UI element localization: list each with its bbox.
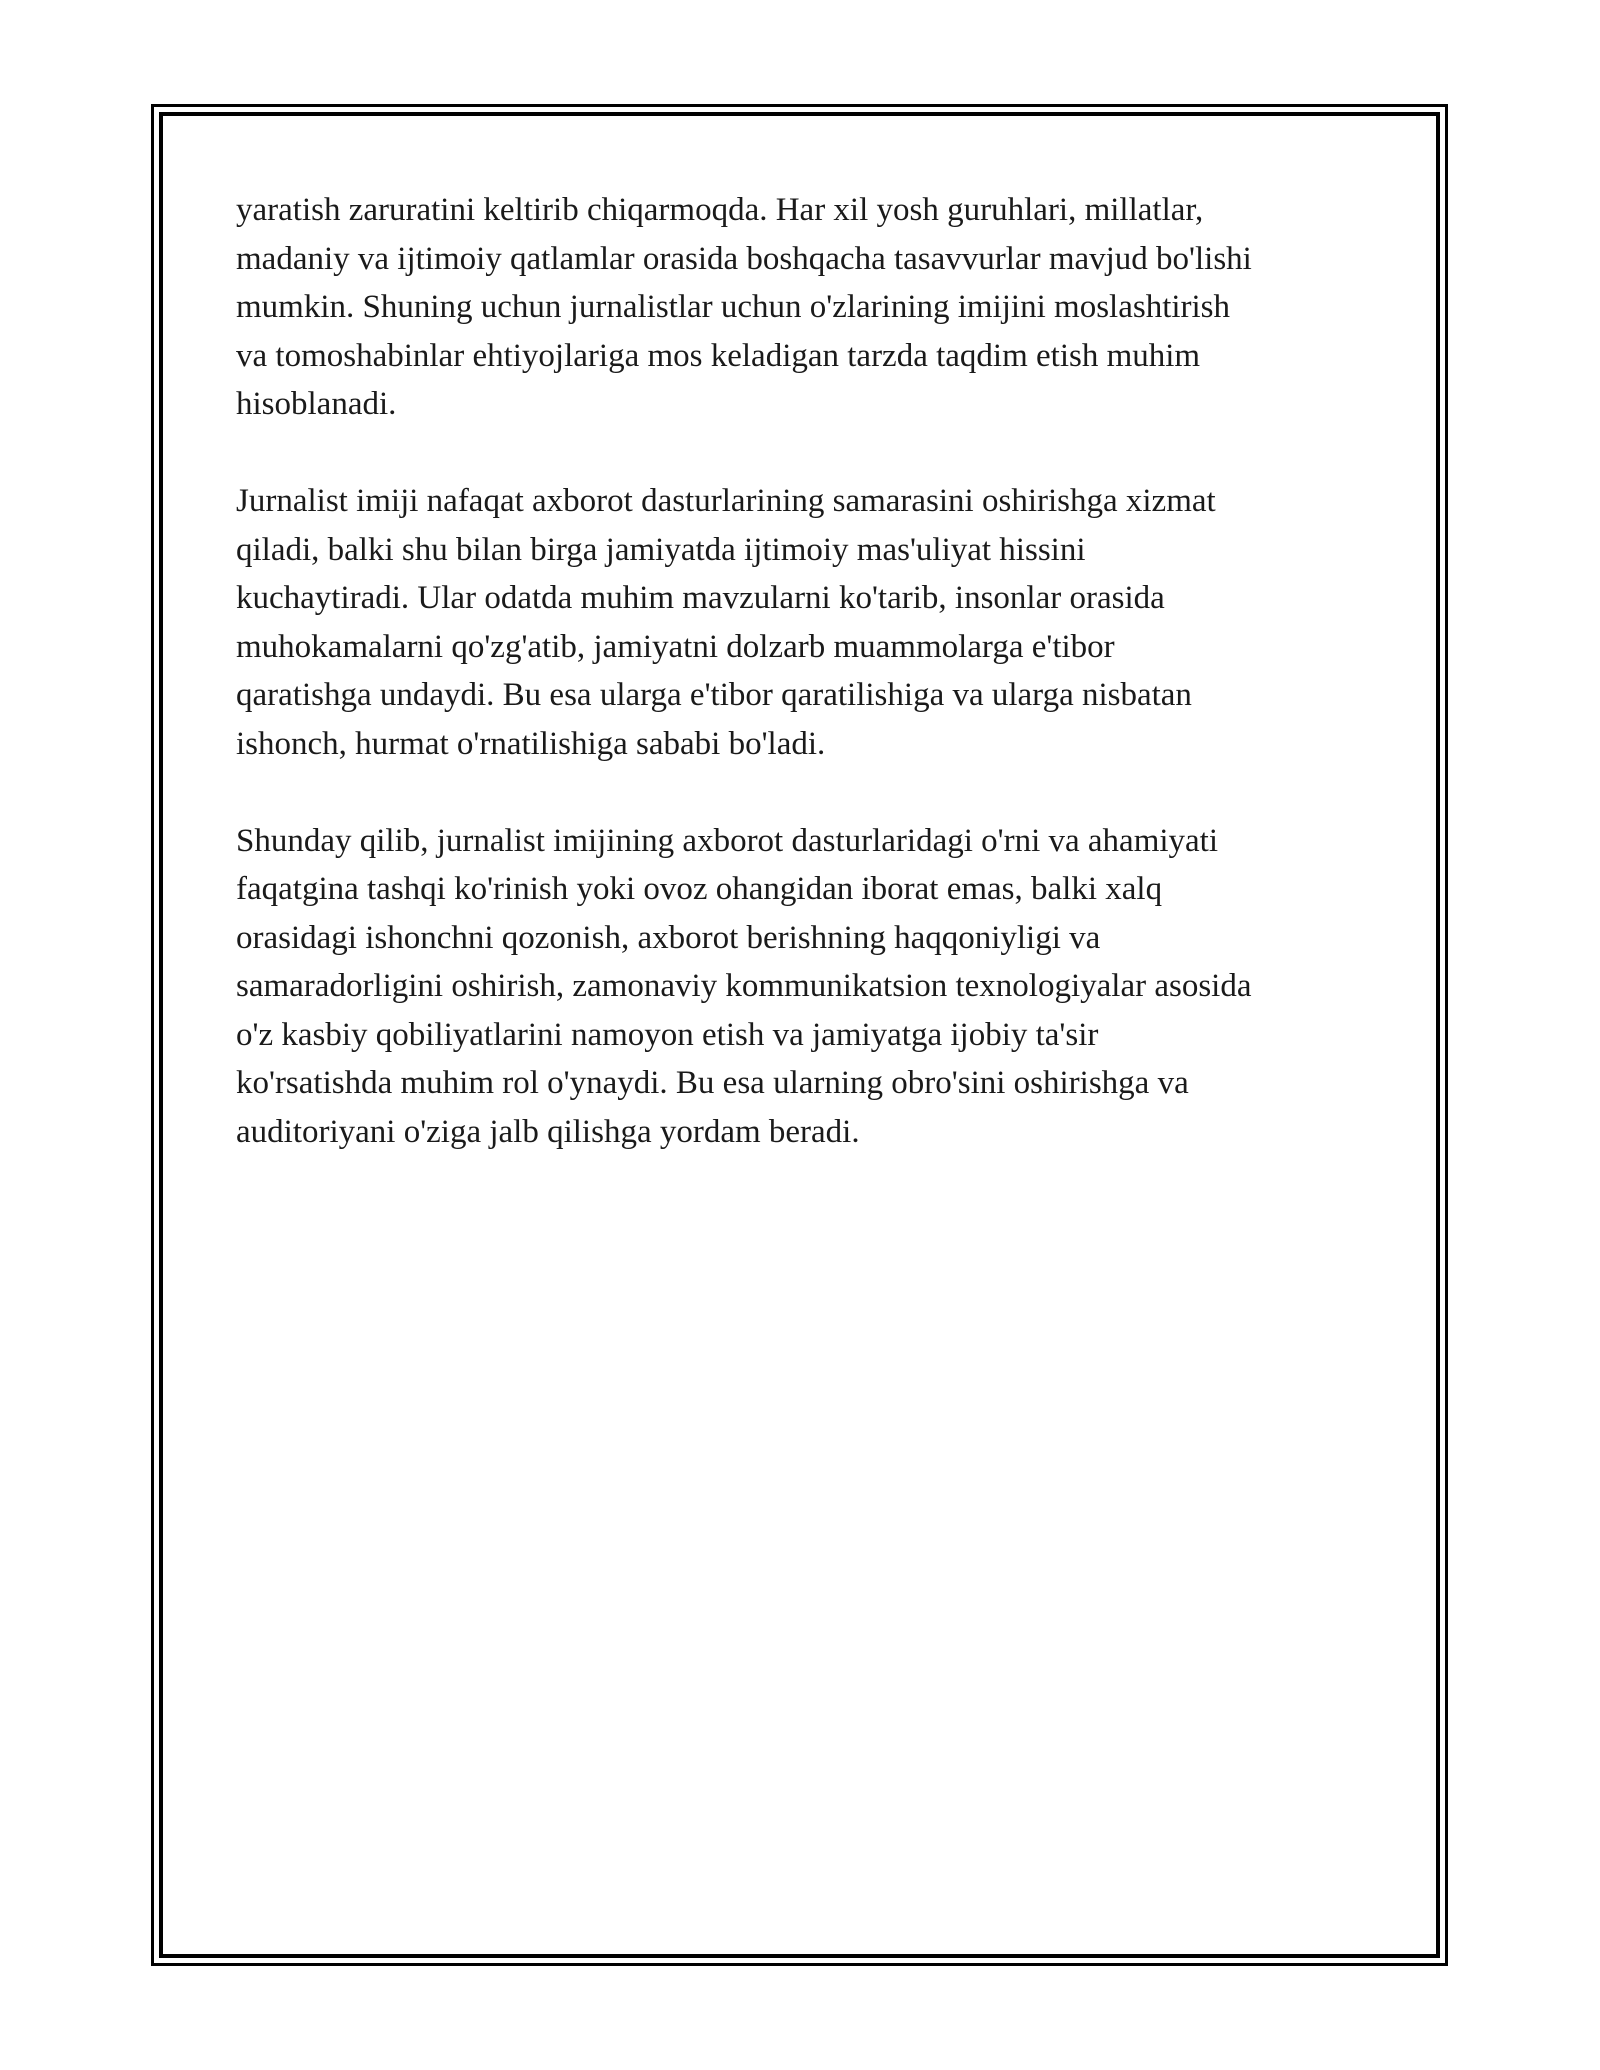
paragraph-2: Jurnalist imiji nafaqat axborot dasturlarining samarasini oshirishga xizmat qiladi, balki shu bilan birga jamiyatda ijtimoiy mas'uliyat hissini kuchaytiradi. Ular odatda muhim mavzularni ko'tarib, insonlar orasida muhokamalarni qo'zg'atib, jamiyatni dolzarb muammolarga e'tibor qaratishga undaydi. Bu esa ularga e'tibor qaratilishiga va ularga nisbatan ishonch, hurmat o'rnatilishiga sababi bo'ladi. xyxy=(236,483,1216,762)
paragraph-3: Shunday qilib, jurnalist imijining axborot dasturlaridagi o'rni va ahamiyati faqatgina tashqi ko'rinish yoki ovoz ohangidan iborat emas, balki xalq orasidagi ishonchni qozonish, axborot berishning haqqoniyligi va samaradorligini oshirish, zamonaviy kommunikatsion texnologiyalar asosida o'z kasbiy qobiliyatlarini namoyon etish va jamiyatga ijobiy ta'sir ko'rsatishda muhim rol o'ynaydi. Bu esa ularning obro'sini oshirishga va auditoriyani o'ziga jalb qilishga yordam beradi. xyxy=(236,822,1252,1150)
document-body xyxy=(236,186,1396,1205)
paragraph-1: yaratish zaruratini keltirib chiqarmoqda. Har xil yosh guruhlari, millatlar, madaniy va ijtimoiy qatlamlar orasida boshqacha tasavvurlar mavjud bo'lishi mumkin. Shuning uchun jurnalistlar uchun o'zlarining imijini moslashtirish va tomoshabinlar ehtiyojlariga mos keladigan tarzda taqdim etish muhim hisoblanadi. xyxy=(236,192,1252,422)
